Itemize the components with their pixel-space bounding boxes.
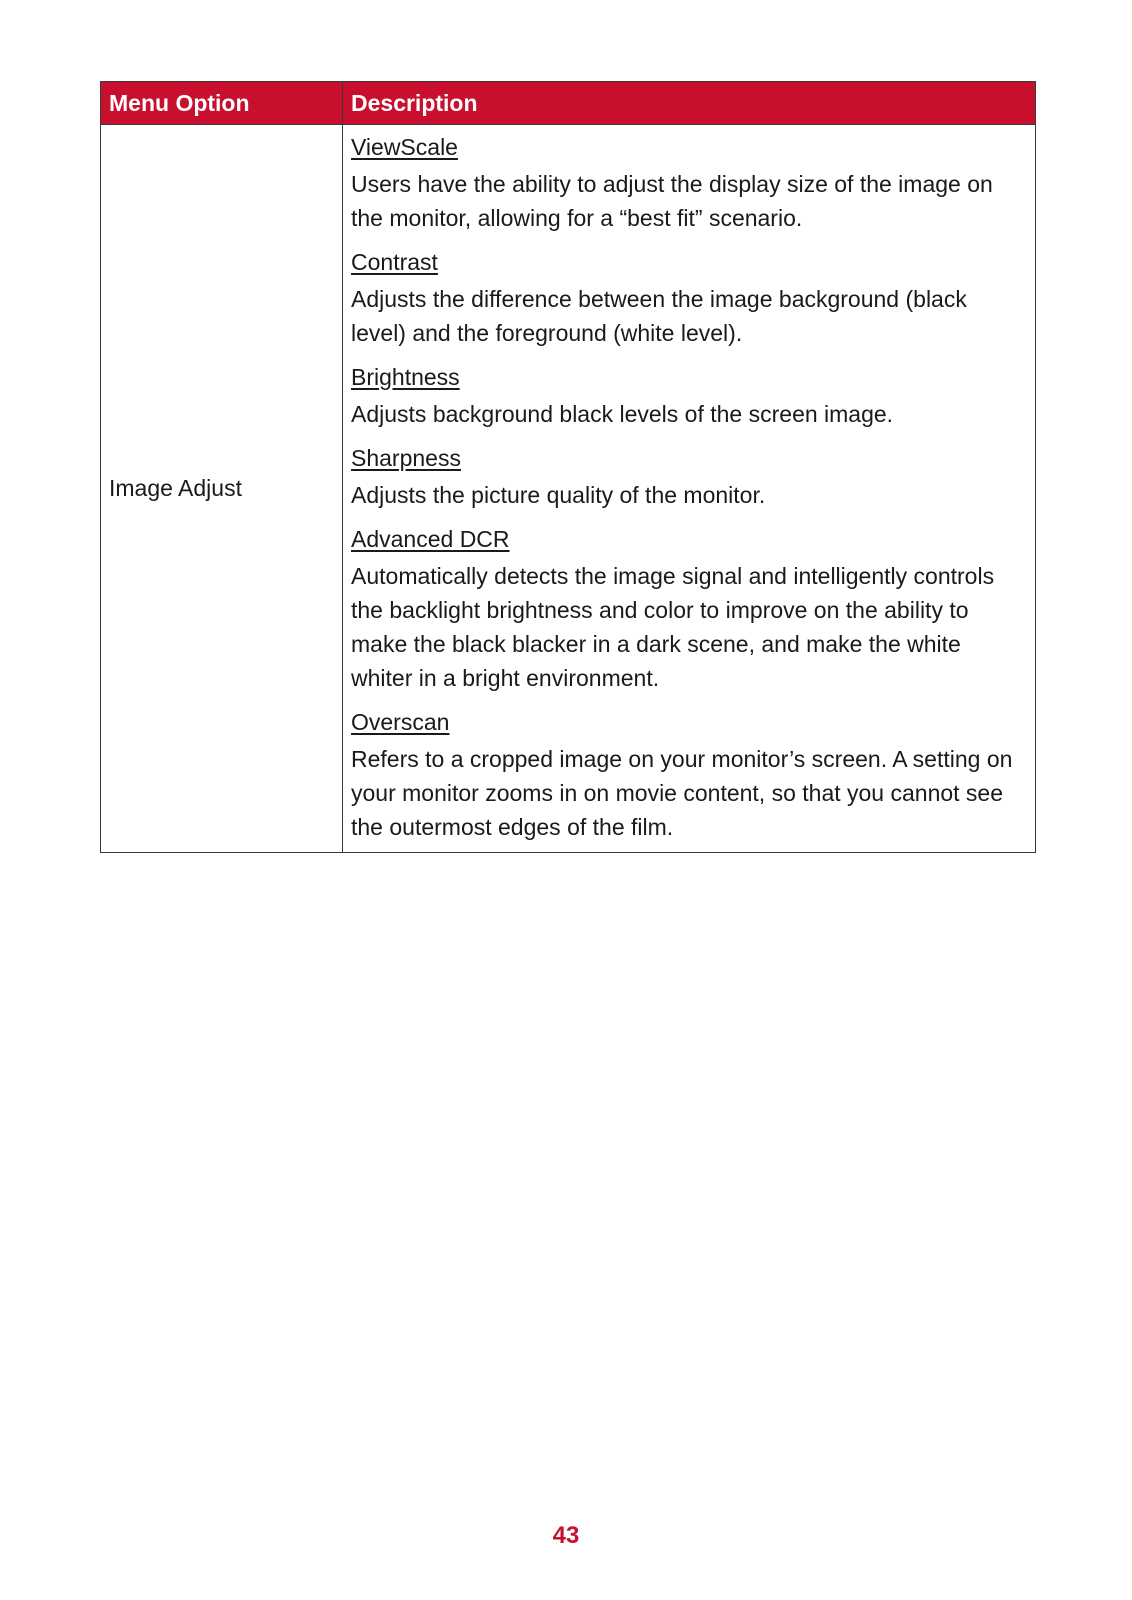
item-title: Advanced DCR <box>351 526 510 552</box>
page-number: 43 <box>552 1522 580 1549</box>
table-row <box>101 125 1036 853</box>
item-text: Users have the ability to adjust the display size of the image on the monitor, allowing for a “best fit” scenario. <box>351 171 993 231</box>
header-menu-option: Menu Option <box>101 82 343 125</box>
item-title: Sharpness <box>351 445 461 471</box>
description-cell <box>343 125 1036 853</box>
item-title: Overscan <box>351 709 450 735</box>
description-item-sharpness <box>351 442 1023 512</box>
menu-option-table <box>100 81 1036 853</box>
header-description: Description <box>343 82 1036 125</box>
description-item-contrast <box>351 246 1023 350</box>
item-title: Brightness <box>351 364 460 390</box>
description-item-advanced-dcr <box>351 523 1023 695</box>
item-text: Adjusts background black levels of the screen image. <box>351 401 894 427</box>
item-text: Automatically detects the image signal and intelligently controls the backlight brightness and color to improve on the ability to make the black blacker in a dark scene, and make the white whiter in a bright environment. <box>351 563 995 691</box>
description-item-overscan <box>351 706 1023 844</box>
item-text: Refers to a cropped image on your monitor’s screen. A setting on your monitor zooms in on movie content, so that you cannot see the outermost edges of the film. <box>351 746 1013 840</box>
item-text: Adjusts the picture quality of the monitor. <box>351 482 766 508</box>
item-title: ViewScale <box>351 134 458 160</box>
table-header-row <box>101 82 1036 125</box>
item-text: Adjusts the difference between the image background (black level) and the foreground (white level). <box>351 286 967 346</box>
description-item-brightness <box>351 361 1023 431</box>
option-cell: Image Adjust <box>101 125 343 853</box>
description-item-viewscale <box>351 131 1023 235</box>
item-title: Contrast <box>351 249 438 275</box>
